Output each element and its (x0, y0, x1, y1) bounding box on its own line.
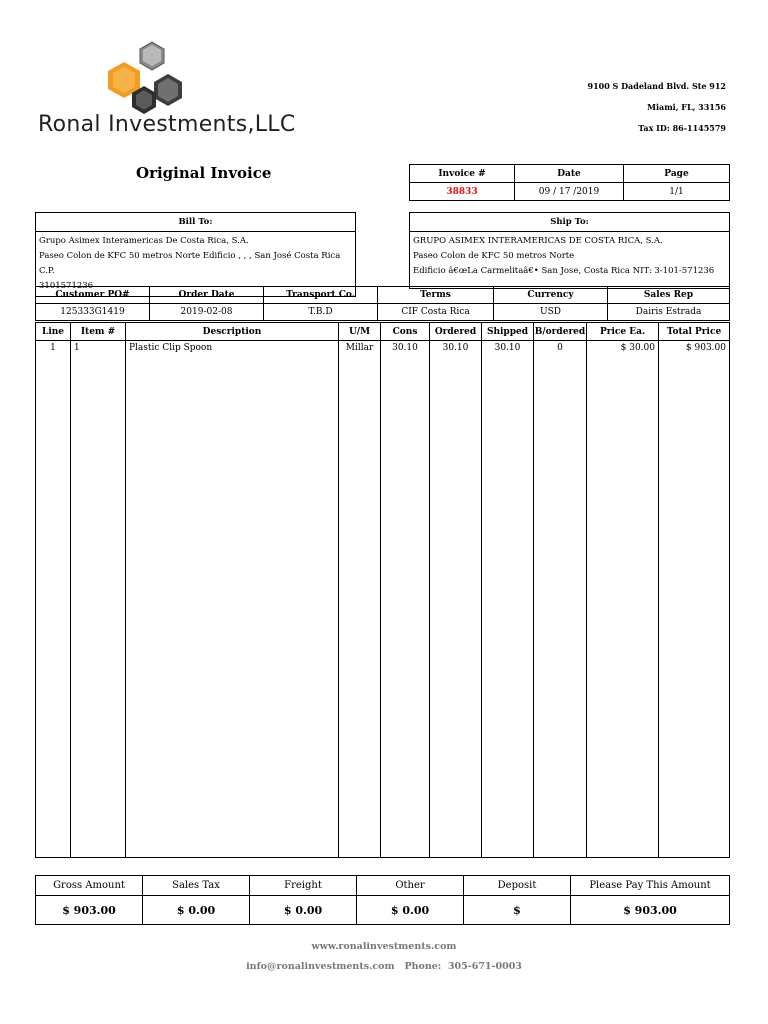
ship-to-heading: Ship To: (410, 213, 730, 232)
customer-po: 125333G1419 (36, 304, 150, 321)
col-shipped-header: Shipped (482, 323, 534, 341)
col-line-header: Line (36, 323, 71, 341)
address-line-2: Miami, FL, 33156 (647, 102, 726, 112)
bill-to-line-1: Grupo Asimex Interamericas De Costa Rica, S.A. (39, 236, 249, 246)
col-cons-header: Cons (381, 323, 430, 341)
currency-header: Currency (494, 287, 608, 304)
footer-website[interactable]: www.ronalinvestments.com (311, 941, 457, 952)
col-description-header: Description (126, 323, 339, 341)
invoice-date: 09 / 17 /2019 (515, 183, 624, 201)
col-price-header: Price Ea. (587, 323, 659, 341)
row-ordered: 30.10 (430, 341, 482, 858)
sales-tax-label: Sales Tax (143, 876, 250, 896)
company-logo (104, 40, 184, 116)
row-price: $ 30.00 (587, 341, 659, 858)
row-total: $ 903.00 (659, 341, 730, 858)
col-total-header: Total Price (659, 323, 730, 341)
invoice-info-table (409, 164, 730, 201)
order-date: 2019-02-08 (150, 304, 264, 321)
ship-to-line-1: GRUPO ASIMEX INTERAMERICAS DE COSTA RICA, S.A. (413, 236, 663, 246)
page-title: Original Invoice (136, 164, 272, 182)
other-label: Other (357, 876, 464, 896)
ship-to-box (409, 212, 730, 289)
tax-id: Tax ID: 86-1145579 (638, 123, 726, 133)
row-um: Millar (339, 341, 381, 858)
freight-label: Freight (250, 876, 357, 896)
col-ordered-header: Ordered (430, 323, 482, 341)
page-number: 1/1 (624, 183, 730, 201)
row-line: 1 (36, 341, 71, 858)
pay-amount: $ 903.00 (571, 896, 730, 925)
gross-amount: $ 903.00 (36, 896, 143, 925)
row-cons: 30.10 (381, 341, 430, 858)
freight: $ 0.00 (250, 896, 357, 925)
order-info-table (35, 286, 730, 321)
gross-amount-label: Gross Amount (36, 876, 143, 896)
address-line-1: 9100 S Dadeland Blvd. Ste 912 (587, 81, 726, 91)
invoice-number-header: Invoice # (410, 165, 515, 183)
date-header: Date (515, 165, 624, 183)
bill-to-line-2: Paseo Colon de KFC 50 metros Norte Edificio , , , San José Costa Rica C.P. (39, 251, 341, 276)
line-items-table (35, 322, 730, 858)
order-date-header: Order Date (150, 287, 264, 304)
col-um-header: U/M (339, 323, 381, 341)
terms-header: Terms (378, 287, 494, 304)
ship-to-line-3: Edificio â€œLa Carmelitaâ€• San Jose, Costa Rica NIT: 3-101-571236 (413, 266, 715, 276)
sales-tax: $ 0.00 (143, 896, 250, 925)
col-item-header: Item # (71, 323, 126, 341)
row-shipped: 30.10 (482, 341, 534, 858)
sales-rep-header: Sales Rep (608, 287, 730, 304)
col-bordered-header: B/ordered (534, 323, 587, 341)
items-header-row (36, 323, 730, 341)
deposit: $ (464, 896, 571, 925)
bill-to-line-3: 3101571236 (39, 281, 94, 291)
bill-to-heading: Bill To: (36, 213, 356, 232)
currency: USD (494, 304, 608, 321)
transport-header: Transport Co. (264, 287, 378, 304)
transport-co: T.B.D (264, 304, 378, 321)
page-header: Page (624, 165, 730, 183)
bill-to-box (35, 212, 356, 297)
other: $ 0.00 (357, 896, 464, 925)
sales-rep: Dairis Estrada (608, 304, 730, 321)
row-bordered: 0 (534, 341, 587, 858)
deposit-label: Deposit (464, 876, 571, 896)
invoice-number: 38833 (410, 183, 515, 201)
terms: CIF Costa Rica (378, 304, 494, 321)
row-item: 1 (71, 341, 126, 858)
company-address (588, 76, 727, 139)
ship-to-line-2: Paseo Colon de KFC 50 metros Norte (413, 251, 575, 261)
footer-contact: info@ronalinvestments.com Phone: 305-671-0003 (246, 961, 522, 972)
totals-table (35, 875, 730, 925)
pay-amount-label: Please Pay This Amount (571, 876, 730, 896)
row-description: Plastic Clip Spoon (126, 341, 339, 858)
customer-po-header: Customer PO# (36, 287, 150, 304)
company-name: Ronal Investments,LLC (38, 112, 296, 137)
table-row (36, 341, 730, 858)
